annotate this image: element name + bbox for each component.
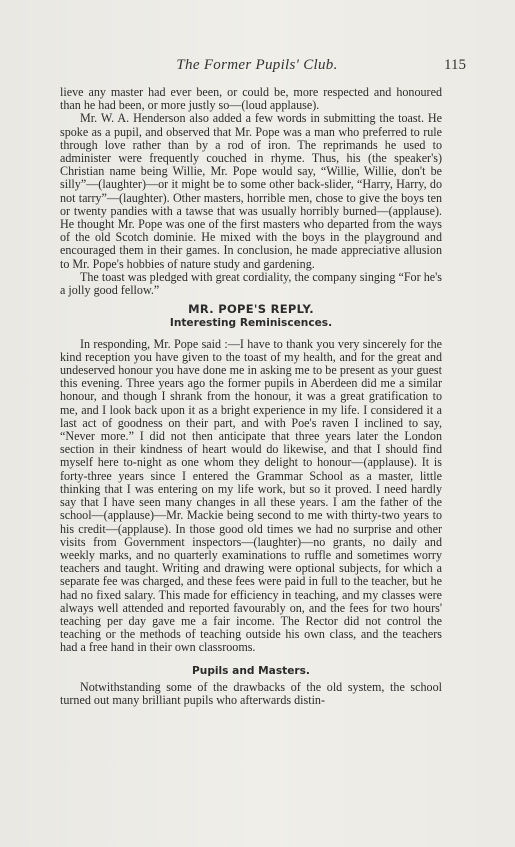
paragraph: lieve any master had ever been, or could be, more respected and honoured than he had been, or more justly so—(loud applause). xyxy=(60,85,442,113)
section-subheading: Pupils and Masters. xyxy=(192,664,310,677)
paragraph: Mr. W. A. Henderson also added a few words in submitting the toast. He spoke as a pupil, and observed that Mr. Pope was a man who preferred to rule through love rather than by a rod of iron. The reprimands he used to administer were frequently couched in rhyme. Thus, his (the speaker's) Christian name being Willie, Mr. Pope would say, “Willie, Willie, don't be silly”—(laughter)—or it might be to some other back-slider, “Harry, Harry, do not tarry”—(laughter). Other masters, horrible men, chose to give the boys ten or twenty pandies with a tawse that was usually horribly burned—(applause). He thought Mr. Pope was one of the first masters who departed from the ways of the old Scotch dominie. He mixed with the boys in the playground and encouraged them in their games. In conclusion, he made appreciative allusion to Mr. Pope's hobbies of nature study and gardening. xyxy=(60,111,442,271)
running-title: The Former Pupils' Club. xyxy=(176,57,338,73)
page-header xyxy=(54,57,466,79)
body-text xyxy=(60,86,442,707)
page-number: 115 xyxy=(444,57,466,73)
section-subheading: Interesting Reminiscences. xyxy=(169,317,333,330)
paragraph: Notwithstanding some of the drawbacks of the old system, the school turned out many brilliant pupils who afterwards distin- xyxy=(60,679,442,707)
paragraph: In responding, Mr. Pope said :—I have to thank you very sincerely for the kind reception you have given to the toast of my health, and for the great and undeserved honour you have done me in asking me to be present as your guest this evening. Three years ago the former pupils in Aberdeen did me a similar honour, and though I shrank from the honour, it was a great gratification to me, and I look back upon it as a bright experience in my life. I considered it a last act of goodness on their part, and with Poe's raven I inclined to say, “Never more.” I did not then anticipate that three years later the London section in their kindness of heart would do likewise, and that I should find myself here to-night as one whom they delight to honour—(applause). It is forty-three years since I entered the Grammar School as a master, little thinking that I was entering on my life work, but so it proved. I need hardly say that I have seen many changes in all these years. I am the father of the school—(applause)—Mr. Mackie being second to me with thirty-two years to his credit—(applause). In those good old times we had no surprise and other visits from Government inspectors—(laughter)—no grants, no daily and weekly marks, and no quarterly examinations to ruffle and sometimes worry teachers and taught. Writing and drawing were optional subjects, for which a separate fee was charged, and these fees were paid in full to the teacher, but he had no fixed salary. This made for efficiency in teaching, and my classes were always well attended and reported favourably on, and the fees for two hours' teaching per day gave me a fair income. The Rector did not control the teaching or the methods of teaching outside his own class, and the teachers had a free hand in their own classrooms. xyxy=(60,336,442,655)
paragraph: The toast was pledged with great cordiality, the company singing “For he's a jolly good fellow.” xyxy=(60,269,442,298)
section-heading: MR. POPE'S REPLY. xyxy=(188,302,314,317)
